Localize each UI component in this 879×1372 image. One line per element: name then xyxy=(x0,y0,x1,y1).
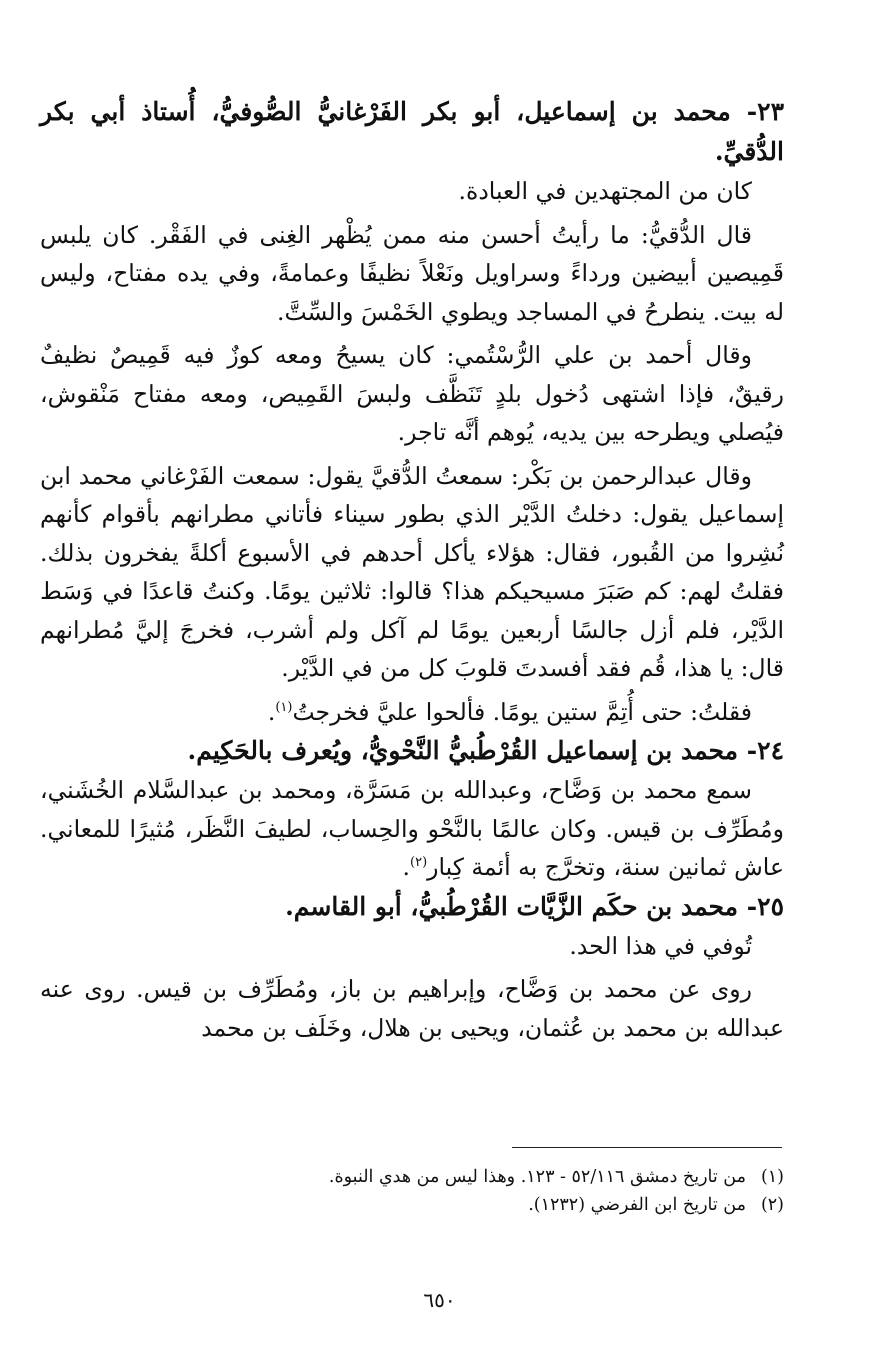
footnote-text: من تاريخ ابن الفرضي (١٢٣٢). xyxy=(528,1195,746,1215)
paragraph: روى عن محمد بن وَضَّاح، وإبراهيم بن باز، ومُطَرِّف بن قيس. روى عنه عبدالله بن محمد بن عُثمان، ويحيى بن هلال، وخَلَف بن محمد xyxy=(40,975,784,1042)
footnote-number: (١) xyxy=(760,1167,784,1187)
paragraph: تُوفي في هذا الحد. xyxy=(569,931,752,960)
page-number: ٦٥٠ xyxy=(423,1288,456,1312)
entry-heading: ٢٣- محمد بن إسماعيل، أبو بكر الفَرْغانيُّ الصُّوفيُّ، أُستاذ أبي بكر الدُّقيِّ. xyxy=(40,97,784,166)
period: . xyxy=(402,853,411,881)
paragraph-text: فقلتُ: حتى أُتِمَّ ستين يومًا. فألحوا عليَّ فخرجتُ xyxy=(292,697,752,726)
entry-24 xyxy=(40,731,784,887)
footnote-divider xyxy=(512,1147,782,1148)
entry-heading: ٢٥- محمد بن حكَم الزَّيَّات القُرْطُبيُّ، أبو القاسم. xyxy=(285,891,784,921)
main-text xyxy=(40,92,784,1047)
footnote xyxy=(40,1191,784,1219)
entry-heading: ٢٤- محمد بن إسماعيل القُرْطُبيُّ النَّحْويُّ، ويُعرف بالحَكِيم. xyxy=(187,736,784,765)
footnote xyxy=(40,1163,784,1191)
footnote-ref: (٢) xyxy=(410,855,428,871)
paragraph: وقال أحمد بن علي الرُّسْتُمي: كان يسيحُ ومعه كوزٌ فيه قَمِيصٌ نظيفٌ رقيقٌ، فإذا اشتهى دُخول بلدٍ تَنَظَّف ولبسَ القَمِيص، ومعه مفتاح مَنْقوش، فيُصلي ويطرحه بين يديه، يُوهم أنَّه تاجر. xyxy=(40,341,784,446)
footnote-number: (٢) xyxy=(760,1195,784,1215)
paragraph-text: سمع محمد بن وَضَّاح، وعبدالله بن مَسَرَّة، ومحمد بن عبدالسَّلام الخُشَني، ومُطَرِّف بن قيس. وكان عالمًا بالنَّحْو والحِساب، لطيفَ النَّظَر، مُثيرًا للمعاني. عاش ثمانين سنة، وتخرَّج به أئمة كِبار xyxy=(40,776,784,881)
paragraph-with-footnote xyxy=(40,771,784,887)
paragraph-with-footnote xyxy=(40,693,784,732)
entry-23 xyxy=(40,92,784,731)
paragraph: كان من المجتهدين في العبادة. xyxy=(458,177,752,205)
footnote-text: من تاريخ دمشق ٥٢/١١٦ - ١٢٣. وهذا ليس من هدي النبوة. xyxy=(328,1167,746,1187)
period: . xyxy=(267,697,276,726)
paragraph: وقال عبدالرحمن بن بَكْر: سمعتُ الدُّقيَّ يقول: سمعت الفَرْغاني محمد ابن إسماعيل يقول: دخلتُ الدَّيْر الذي بطور سيناء فأتاني مطرانهم بأقوام كأنهم نُشِروا من القُبور، فقال: هؤلاء يأكل أحدهم في الأسبوع أكلةً يفخرون بذلك. فقلتُ لهم: كم صَبَرَ مسيحيكم هذا؟ قالوا: ثلاثين يومًا. وكنتُ قاعدًا في وَسَط الدَّيْر، فلم أزل جالسًا أربعين يومًا لم آكل ولم أشرب، فخرجَ إليَّ مُطرانهم قال: يا هذا، قُم فقد أفسدتَ قلوبَ كل من في الدَّيْر. xyxy=(40,461,784,682)
entry-25 xyxy=(40,887,784,1048)
footnotes xyxy=(40,1163,784,1219)
paragraph: قال الدُّقيُّ: ما رأيتُ أحسن منه ممن يُظْهر الغِنى في الفَقْر. كان يلبس قَمِيصين أبيضين ورداءً وسراويل ونَعْلاً نظيفًا وعمامةً، وفي يده مفتاح، وليس له بيت. ينطرحُ في المساجد ويطوي الخَمْسَ والسِّتَّ. xyxy=(40,220,784,326)
footnote-ref: (١) xyxy=(275,699,293,715)
